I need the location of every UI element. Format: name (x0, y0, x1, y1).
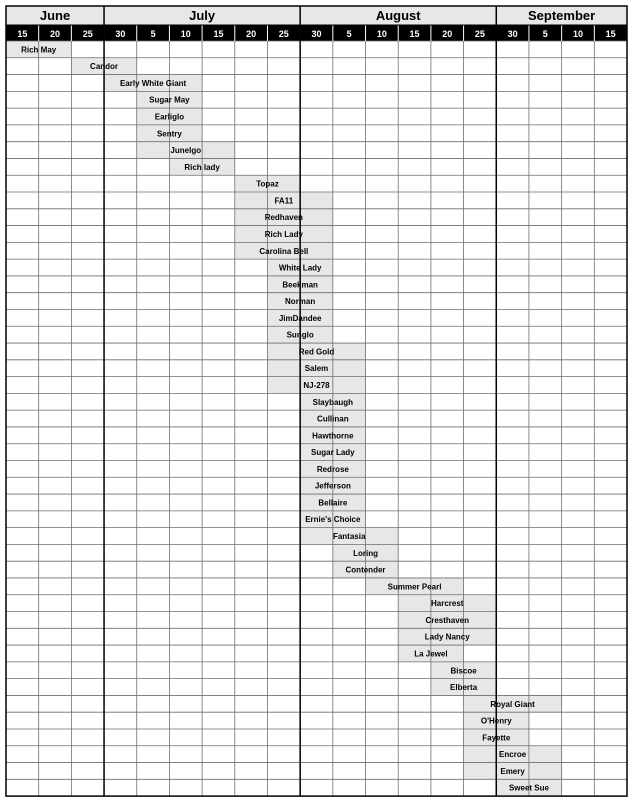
variety-label: White Lady (278, 263, 322, 273)
variety-label: Norman (285, 297, 316, 307)
variety-label: Lady Nancy (424, 632, 470, 642)
variety-label: Rich May (21, 45, 57, 55)
tick-label: 30 (115, 29, 126, 39)
variety-label: Royal Giant (490, 699, 535, 709)
variety-label: Sunglo (286, 330, 314, 340)
tick-label: 25 (474, 29, 485, 39)
variety-label: Slaybaugh (312, 397, 354, 407)
month-label: June (39, 8, 71, 23)
variety-label: Candor (90, 62, 119, 72)
tick-label: 30 (507, 29, 518, 39)
tick-label: 15 (605, 29, 616, 39)
variety-label: Ernie's Choice (305, 515, 361, 525)
variety-label: Fayette (482, 733, 511, 743)
tick-label: 15 (213, 29, 224, 39)
variety-label: Sweet Sue (508, 783, 549, 793)
variety-label: Emery (500, 766, 525, 776)
variety-label: Sugar May (149, 95, 190, 105)
tick-label: 5 (346, 29, 352, 39)
tick-label: 20 (246, 29, 257, 39)
tick-label: 25 (82, 29, 93, 39)
variety-label: FA11 (274, 196, 294, 206)
variety-label: Elberta (450, 683, 478, 693)
month-label: August (375, 8, 421, 23)
variety-label: Rich lady (184, 162, 220, 172)
tick-label: 20 (50, 29, 61, 39)
variety-label: Early White Giant (119, 78, 187, 88)
tick-label: 20 (442, 29, 453, 39)
variety-label: Bellaire (318, 498, 348, 508)
variety-label: La Jewel (414, 649, 448, 659)
variety-label: Fantasia (332, 532, 366, 542)
variety-label: Beekman (282, 280, 318, 290)
month-label: July (189, 8, 216, 23)
variety-label: Loring (353, 548, 378, 558)
variety-label: Junelgo (170, 146, 202, 156)
variety-label: O'Henry (480, 716, 512, 726)
variety-label: Salem (304, 364, 329, 374)
variety-label: Redrose (316, 464, 349, 474)
variety-label: Hawthorne (312, 431, 354, 441)
variety-label: JimDandee (278, 313, 322, 323)
variety-label: Redhaven (264, 213, 303, 223)
variety-label: Summer Pearl (387, 582, 442, 592)
tick-label: 10 (180, 29, 191, 39)
variety-label: Contender (345, 565, 386, 575)
variety-label: Biscoe (450, 666, 477, 676)
variety-label: Sentry (156, 129, 182, 139)
variety-label: Earliglo (154, 112, 185, 122)
variety-label: Carolina Bell (259, 246, 309, 256)
variety-label: Rich Lady (264, 229, 303, 239)
tick-label: 15 (409, 29, 420, 39)
variety-label: Red Gold (298, 347, 335, 357)
variety-label: NJ-278 (303, 380, 330, 390)
tick-label: 5 (150, 29, 156, 39)
variety-label: Encroe (499, 750, 527, 760)
tick-label: 15 (17, 29, 28, 39)
variety-label: Cullinan (317, 414, 349, 424)
tick-label: 5 (542, 29, 548, 39)
tick-label: 25 (278, 29, 289, 39)
variety-label: Harcrest (431, 599, 464, 609)
variety-label: Cresthaven (425, 615, 470, 625)
tick-label: 30 (311, 29, 322, 39)
variety-label: Sugar Lady (311, 448, 355, 458)
tick-label: 10 (572, 29, 583, 39)
month-label: September (528, 8, 596, 23)
variety-label: Jefferson (314, 481, 351, 491)
tick-label: 10 (376, 29, 387, 39)
variety-label: Topaz (256, 179, 279, 189)
